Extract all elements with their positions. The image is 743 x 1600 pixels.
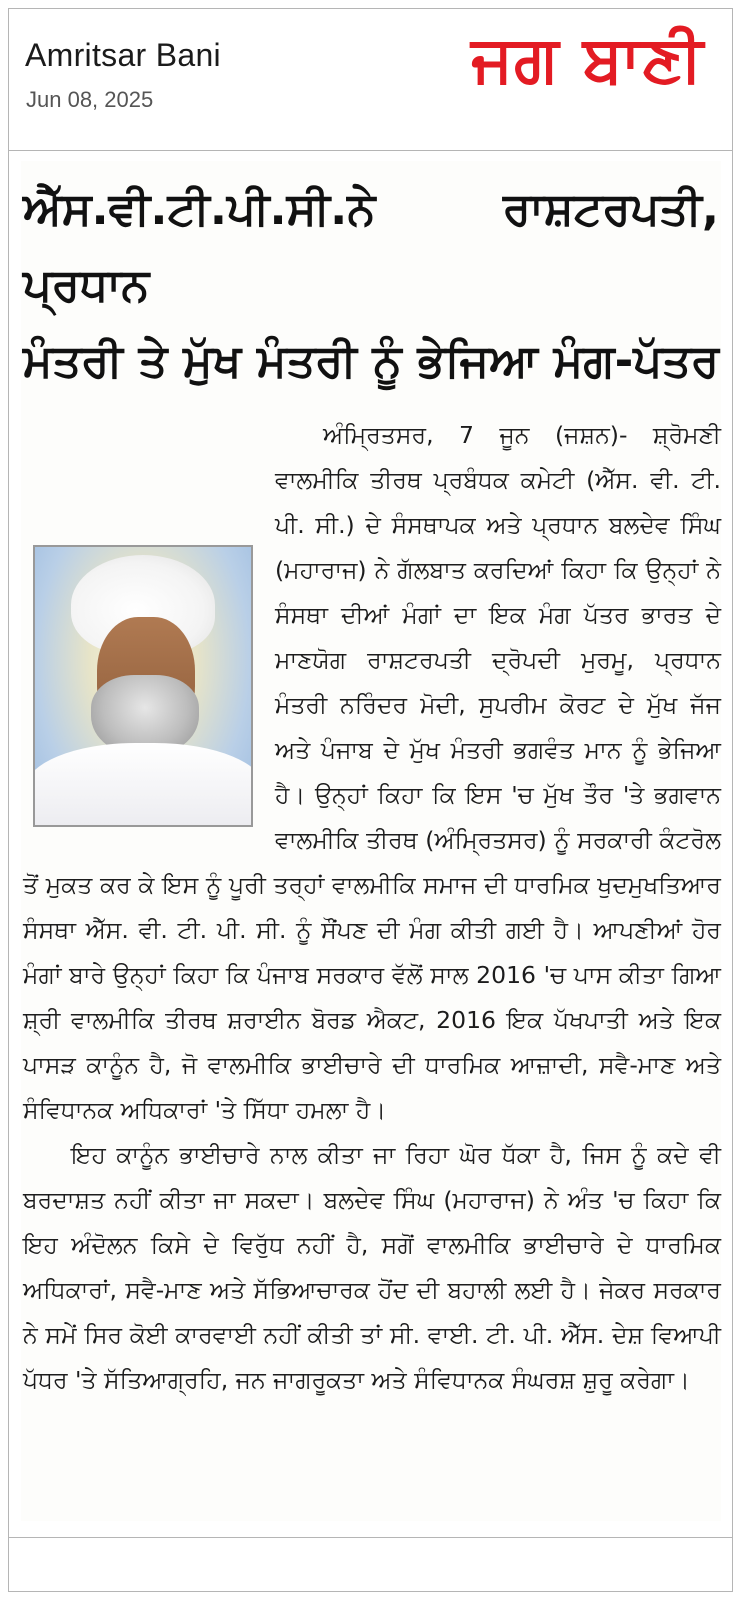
headline-line-2: ਮੰਤਰੀ ਤੇ ਮੁੱਖ ਮੰਤਰੀ ਨੂੰ ਭੇਜਿਆ ਮੰਗ-ਪੱਤਰ (23, 334, 719, 387)
article-paragraph-2: ਇਹ ਕਾਨੂੰਨ ਭਾਈਚਾਰੇ ਨਾਲ ਕੀਤਾ ਜਾ ਰਿਹਾ ਘੋਰ ਧੱਕਾ ਹੈ, ਜਿਸ ਨੂੰ ਕਦੇ ਵੀ ਬਰਦਾਸ਼ਤ ਨਹੀਂ ਕੀਤਾ ਜਾ ਸਕਦਾ। ਬਲਦੇਵ ਸਿੰਘ (ਮਹਾਰਾਜ) ਨੇ ਅੰਤ 'ਚ ਕਿਹਾ ਕਿ ਇਹ ਅੰਦੋਲਨ ਕਿਸੇ ਦੇ ਵਿਰੁੱਧ ਨਹੀਂ ਹੈ, ਸਗੋਂ ਵਾਲਮੀਕਿ ਭਾਈਚਾਰੇ ਦੇ ਧਾਰਮਿਕ ਅਧਿਕਾਰਾਂ, ਸਵੈ-ਮਾਣ ਅਤੇ ਸੱਭਿਆਚਾਰਕ ਹੋਂਦ ਦੀ ਬਹਾਲੀ ਲਈ ਹੈ। ਜੇਕਰ ਸਰਕਾਰ ਨੇ ਸਮੇਂ ਸਿਰ ਕੋਈ ਕਾਰਵਾਈ ਨਹੀਂ ਕੀਤੀ ਤਾਂ ਸੀ. ਵਾਈ. ਟੀ. ਪੀ. ਐੱਸ. ਦੇਸ਼ ਵਿਆਪੀ ਪੱਧਰ 'ਤੇ ਸੱਤਿਆਗ੍ਰਹਿ, ਜਨ ਜਾਗਰੂਕਤਾ ਅਤੇ ਸੰਵਿਧਾਨਕ ਸੰਘਰਸ਼ ਸ਼ੁਰੂ ਕਰੇਗਾ। (23, 1141, 721, 1394)
news-clip-card (8, 8, 733, 1592)
photo-shirt (33, 743, 253, 827)
article-headline (21, 171, 721, 399)
article-body (21, 413, 721, 1403)
newspaper-logo: ਜਗ ਬਾਣੀ (471, 23, 704, 97)
person-photo (33, 545, 253, 827)
publish-date: Jun 08, 2025 (26, 87, 154, 112)
footer-divider (9, 1537, 732, 1538)
source-name: Amritsar Bani (25, 37, 221, 73)
clip-header (9, 9, 732, 151)
article-paragraph-1: ਅੰਮ੍ਰਿਤਸਰ, 7 ਜੂਨ (ਜਸ਼ਨ)- ਸ਼੍ਰੋਮਣੀ ਵਾਲਮੀਕਿ ਤੀਰਥ ਪ੍ਰਬੰਧਕ ਕਮੇਟੀ (ਐੱਸ. ਵੀ. ਟੀ. ਪੀ. ਸੀ.) ਦੇ ਸੰਸਥਾਪਕ ਅਤੇ ਪ੍ਰਧਾਨ ਬਲਦੇਵ ਸਿੰਘ (ਮਹਾਰਾਜ) ਨੇ ਗੱਲਬਾਤ ਕਰਦਿਆਂ ਕਿਹਾ ਕਿ ਉਨ੍ਹਾਂ ਨੇ ਸੰਸਥਾ ਦੀਆਂ ਮੰਗਾਂ ਦਾ ਇਕ ਮੰਗ ਪੱਤਰ ਭਾਰਤ ਦੇ ਮਾਣਯੋਗ ਰਾਸ਼ਟਰਪਤੀ ਦ੍ਰੋਪਦੀ ਮੁਰਮੂ, ਪ੍ਰਧਾਨ ਮੰਤਰੀ ਨਰਿੰਦਰ ਮੋਦੀ, ਸੁਪਰੀਮ ਕੋਰਟ ਦੇ ਮੁੱਖ ਜੱਜ ਅਤੇ ਪੰਜਾਬ ਦੇ ਮੁੱਖ ਮੰਤਰੀ ਭਗਵੰਤ ਮਾਨ ਨੂੰ ਭੇਜਿਆ ਹੈ। ਉਨ੍ਹਾਂ ਕਿਹਾ ਕਿ ਇਸ 'ਚ ਮੁੱਖ ਤੌਰ 'ਤੇ ਭਗਵਾਨ ਵਾਲਮੀਕਿ ਤੀਰਥ (ਅੰਮ੍ਰਿਤਸਰ) ਨੂੰ ਸਰਕਾਰੀ ਕੰਟਰੋਲ ਤੋਂ ਮੁਕਤ ਕਰ ਕੇ ਇਸ ਨੂੰ ਪੂਰੀ ਤਰ੍ਹਾਂ ਵਾਲਮੀਕਿ ਸਮਾਜ ਦੀ ਧਾਰਮਿਕ ਖੁਦਮੁਖਤਿਆਰ ਸੰਸਥਾ ਐੱਸ. ਵੀ. ਟੀ. ਪੀ. ਸੀ. ਨੂੰ ਸੌਂਪਣ ਦੀ ਮੰਗ ਕੀਤੀ ਗਈ ਹੈ। ਆਪਣੀਆਂ ਹੋਰ ਮੰਗਾਂ ਬਾਰੇ ਉਨ੍ਹਾਂ ਕਿਹਾ ਕਿ ਪੰਜਾਬ ਸਰਕਾਰ ਵੱਲੋਂ ਸਾਲ 2016 'ਚ ਪਾਸ ਕੀਤਾ ਗਿਆ ਸ਼੍ਰੀ ਵਾਲਮੀਕਿ ਤੀਰਥ ਸ਼ਰਾਈਨ ਬੋਰਡ ਐਕਟ, 2016 ਇਕ ਪੱਖਪਾਤੀ ਅਤੇ ਇਕ ਪਾਸੜ ਕਾਨੂੰਨ ਹੈ, ਜੋ ਵਾਲਮੀਕਿ ਭਾਈਚਾਰੇ ਦੀ ਧਾਰਮਿਕ ਆਜ਼ਾਦੀ, ਸਵੈ-ਮਾਣ ਅਤੇ ਸੰਵਿਧਾਨਕ ਅਧਿਕਾਰਾਂ 'ਤੇ ਸਿੱਧਾ ਹਮਲਾ ਹੈ। (23, 421, 721, 1124)
headline-line-1: ਐੱਸ.ਵੀ.ਟੀ.ਪੀ.ਸੀ.ਨੇ ਰਾਸ਼ਟਰਪਤੀ, ਪ੍ਰਧਾਨ (23, 182, 719, 311)
article-clipping (21, 161, 721, 1521)
